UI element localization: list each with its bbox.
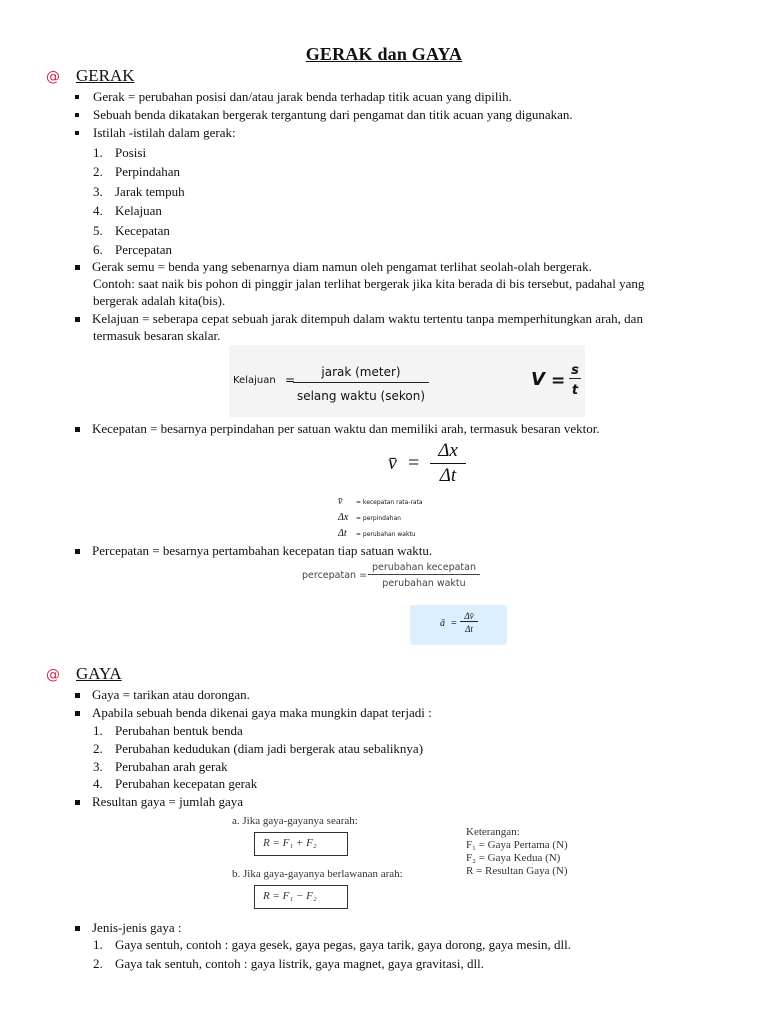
list-item: Percepatan = besarnya pertambahan kecepatan tiap satuan waktu.: [75, 542, 432, 560]
bullet-icon: [75, 131, 79, 135]
effects-list: [93, 722, 423, 793]
list-item: 3. Perubahan arah gerak: [93, 758, 228, 774]
kecepatan-legend: v̄ = kecepatan rata-rata Δx = perpindahan Δt = perubahan waktu: [338, 496, 423, 539]
section-gerak: [46, 66, 135, 86]
list-item: 2. Perubahan kedudukan (diam jadi bergerak atau sebaliknya): [93, 740, 424, 756]
spiral-bullet-icon: @: [46, 69, 60, 85]
bullet-icon: [75, 549, 80, 554]
bullet-icon: [75, 265, 80, 270]
list-item: 1. Posisi: [93, 145, 147, 160]
list-item: Istilah -istilah dalam gerak:: [75, 124, 236, 142]
list-item: 1. Gaya sentuh, contoh : gaya gesek, gaya pegas, gaya tarik, gaya dorong, gaya mesin, dll.: [93, 937, 571, 952]
list-item: Resultan gaya = jumlah gaya: [75, 793, 243, 811]
bullet-icon: [75, 113, 79, 117]
bullet-icon: [75, 317, 80, 322]
list-item: Kelajuan = seberapa cepat sebuah jarak ditempuh dalam waktu tertentu tanpa memperhitungkan arah, dan: [75, 310, 643, 328]
types-list: [93, 936, 571, 973]
keterangan: Keterangan: F₁ = Gaya Pertama (N) F₂ = Gaya Kedua (N) R = Resultan Gaya (N): [466, 826, 568, 877]
list-item: 5. Kecepatan: [93, 222, 170, 238]
list-item: Gerak semu = benda yang sebenarnya diam namun oleh pengamat terlihat seolah-olah bergerak.: [75, 258, 592, 276]
paragraph: termasuk besaran skalar.: [93, 328, 221, 343]
paragraph: Contoh: saat naik bis pohon di pinggir jalan terlihat bergerak jika kita berada di bis tersebut, padahal yang: [93, 276, 645, 291]
bullet-icon: [75, 95, 79, 99]
term-list: [93, 143, 185, 259]
spiral-bullet-icon: @: [46, 667, 60, 683]
list-item: 6. Percepatan: [93, 242, 173, 258]
list-item: 4. Kelajuan: [93, 203, 162, 219]
list-item: 4. Perubahan kecepatan gerak: [93, 776, 258, 792]
page-title: GERAK dan GAYA: [305, 44, 463, 64]
bullet-icon: [75, 711, 80, 716]
list-item: Gaya = tarikan atau dorongan.: [75, 686, 250, 704]
kelajuan-formula-figure: Kelajuan = jarak (meter) selang waktu (sekon) V = s t: [229, 345, 585, 417]
bullet-icon: [75, 427, 80, 432]
bullet-icon: [75, 800, 80, 805]
acceleration-formula-box: ā = Δv̄ Δt: [410, 605, 507, 645]
bullet-icon: [75, 926, 80, 931]
section-gaya: [46, 664, 122, 684]
list-item: Gerak = perubahan posisi dan/atau jarak benda terhadap titik acuan yang dipilih.: [75, 88, 512, 106]
kecepatan-formula: v̄ = Δx Δt: [388, 440, 468, 490]
list-item: Sebuah benda dikatakan bergerak tergantung dari pengamat dan titik acuan yang digunakan.: [75, 106, 573, 124]
section-heading-gaya: GAYA: [76, 664, 122, 683]
paragraph: bergerak adalah kita(bis).: [93, 293, 226, 308]
percepatan-formula: percepatan = perubahan kecepatan perubahan waktu: [302, 562, 482, 598]
list-item: Jenis-jenis gaya :: [75, 919, 182, 937]
list-item: Kecepatan = besarnya perpindahan per satuan waktu dan memiliki arah, termasuk besaran vektor.: [75, 420, 600, 438]
resultant-force-figure: a. Jika gaya-gayanya searah: R = F₁ + F₂ b. Jika gaya-gayanya berlawanan arah: R = F₁ − F₂ Keterangan: F₁ = Gaya Pertama (N) F₂ = Gaya Kedua (N) R = Resultan Gaya (N): [232, 812, 592, 912]
list-item: 3. Jarak tempuh: [93, 183, 185, 199]
list-item: 1. Perubahan bentuk benda: [93, 723, 243, 738]
bullet-icon: [75, 693, 80, 698]
section-heading-gerak: GERAK: [76, 66, 135, 85]
list-item: Apabila sebuah benda dikenai gaya maka mungkin dapat terjadi :: [75, 704, 432, 722]
list-item: 2. Gaya tak sentuh, contoh : gaya listrik, gaya magnet, gaya gravitasi, dll.: [93, 955, 484, 971]
list-item: 2. Perpindahan: [93, 164, 180, 180]
